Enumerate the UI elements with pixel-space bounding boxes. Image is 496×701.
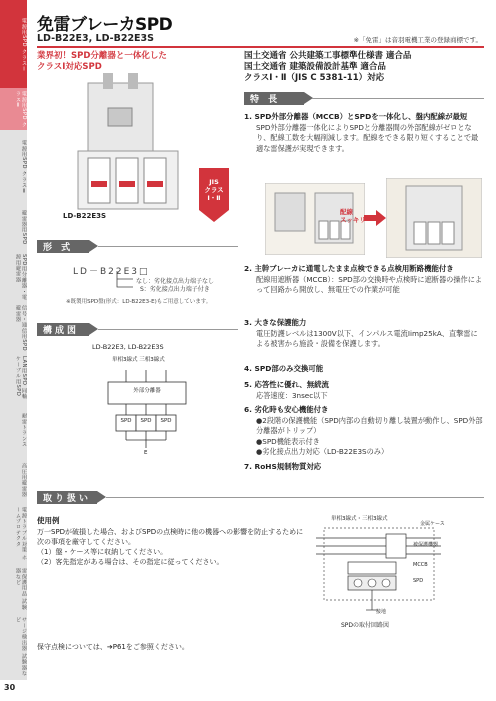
config-spd-2: SPD — [140, 418, 152, 424]
lead-left-line: 業界初！SPD分離器と一体化した — [37, 51, 167, 61]
jis-text-line: クラス — [204, 186, 224, 194]
sidebar-tab-label: 雷保護用品 試験器など — [15, 568, 27, 611]
trademark-note: ※「免雷」は音羽電機工業の登録商標です。 — [353, 36, 482, 44]
section-rule — [98, 246, 238, 247]
model-numbers: LD-B22E3, LD-B22E3S — [37, 33, 154, 44]
config-title: LD-B22E3, LD-B22E3S — [92, 343, 164, 351]
page-number: 30 — [4, 683, 16, 692]
lead-right-line: 国土交通省 建築設備設計基準 適合品 — [244, 62, 386, 72]
feature-tag-line: 配線 — [340, 208, 353, 216]
feature-2 — [244, 264, 484, 296]
sidebar — [0, 0, 27, 680]
sidebar-tab-label: SPD用分離器・電源用避雷器 — [15, 254, 27, 301]
sidebar-tab-label: サージ検出器 試験器など — [15, 617, 27, 677]
feature-title: 7. RoHS規制物質対応 — [244, 462, 322, 471]
wiring-label-equipment: 被保護機器 — [413, 542, 439, 548]
sidebar-tab-label: LAN用SPD 同軸ケーブル用SPD — [15, 356, 27, 400]
wiring-label-case: 金属ケース — [420, 521, 445, 527]
feature-1 — [244, 112, 484, 154]
sidebar-tab-label: 電源用SPD クラスⅠ — [21, 18, 27, 73]
sidebar-tab-transformer[interactable] — [0, 404, 27, 454]
section-title: 形 式 — [43, 243, 74, 253]
sidebar-tab-label: 電源用SPD クラスⅡ — [15, 91, 27, 128]
wiring-label-mccb: MCCB — [413, 562, 428, 568]
feature-title: 1. SPD外部分離器（MCCB）とSPDを一体化し、盤内配線が最短 — [244, 112, 468, 121]
feature-body: 電圧防護レベルは1300V以下、インパルス電流Iimp25kA、直撃雷による被害から施設・設備を保護します。 — [256, 328, 478, 348]
feature-6 — [244, 405, 484, 458]
sidebar-tab-class1[interactable] — [0, 0, 27, 88]
feature-title: 6. 劣化時も安心機能付き — [244, 405, 329, 414]
sidebar-tab-arrester[interactable] — [0, 202, 27, 250]
config-diagram — [86, 360, 206, 460]
model-option-s: S：劣化接点出力端子付き — [140, 286, 210, 293]
section-handling — [37, 491, 97, 504]
feature-title: 4. SPD部のみ交換可能 — [244, 364, 324, 373]
sidebar-tab-lan[interactable] — [0, 353, 27, 403]
feature-title: 5. 応答性に優れ、無続流 — [244, 380, 329, 389]
usage-heading: 使用例 — [37, 516, 60, 525]
model-bracket — [115, 271, 135, 291]
config-ground: E — [144, 450, 148, 456]
wiring-diagram — [316, 518, 441, 618]
lead-left — [37, 51, 227, 73]
sidebar-tab-label: 避雷器用SPD — [21, 210, 27, 245]
feature-body: SPD外部分離器一体化によりSPDと分離器間の外部配線がゼロとなり、配線工数を大幅削減します。配線をできる限り短くすることで最適な雷保護が実現できます。 — [256, 122, 479, 153]
feature-7 — [244, 462, 484, 473]
section-title: 構成図 — [43, 326, 80, 336]
page-title: 免雷ブレーカSPD — [37, 15, 173, 35]
feature-body: 配線用遮断器（MCCB）：SPD部の交換時や点検時に遮断器の操作によって回路から開放し、無電圧での作業が可能 — [256, 274, 483, 294]
section-rule — [106, 497, 484, 498]
sidebar-tab-protection[interactable] — [0, 565, 27, 613]
header-rule — [37, 46, 484, 48]
lead-right — [244, 51, 489, 84]
product-image — [58, 73, 208, 215]
model-note: ※既製用SPD盤(形式：LD-B22E3-E)もご用意しています。 — [66, 299, 212, 305]
feature-body: ●2段階の保護機能（SPD内部の自動切り離し装置が動作し、SPD外部分離器がトリップ） ●SPD機能表示付き ●劣化接点出力対応（LD-B22E3Sのみ） — [256, 415, 483, 456]
wiring-title: 単相3線式・三相3線式 — [331, 516, 388, 522]
feature-title: 3. 大きな保護能力 — [244, 318, 307, 327]
sidebar-tab-class1-sub[interactable] — [0, 88, 27, 130]
sidebar-tab-label: 耐雷トランス — [21, 413, 27, 448]
feature-photo-panel — [386, 178, 482, 258]
sidebar-tab-signal[interactable] — [0, 302, 27, 352]
section-config — [37, 323, 89, 336]
model-option-none: なし：劣化接点出力端子なし — [136, 278, 215, 285]
sidebar-tab-class2[interactable] — [0, 131, 27, 201]
feature-5 — [244, 380, 484, 401]
section-title: 特 長 — [250, 95, 281, 105]
config-subtitle: 単相3線式 三相3線式 — [112, 357, 165, 363]
sidebar-tab-label: 高圧用避雷器 — [21, 463, 27, 498]
section-features — [244, 92, 304, 105]
feature-title: 2. 主幹ブレーカに通電したまま点検できる点検用断路機能付き — [244, 264, 454, 273]
lead-left-line: クラスⅠ対応SPD — [37, 62, 102, 72]
section-rule — [312, 98, 484, 99]
section-title: 取り扱い — [43, 494, 92, 504]
lead-right-line: クラスⅠ・Ⅱ（JIS C 5381-11）対応 — [244, 73, 385, 83]
feature-tag-line: スッキリ — [340, 216, 366, 224]
model-code: LD－B22E3□ — [73, 267, 150, 277]
sidebar-tab-label: 電源トラブル対策 ホームプロテクタ — [15, 507, 27, 561]
arrow-icon — [364, 210, 386, 226]
sidebar-tab-separator[interactable] — [0, 251, 27, 301]
wiring-label-spd: SPD — [413, 578, 424, 584]
jis-text-line: JIS — [209, 178, 219, 186]
feature-3 — [244, 318, 484, 350]
sidebar-tab-hv-arrester[interactable] — [0, 455, 27, 503]
section-model — [37, 240, 89, 253]
config-spd-3: SPD — [160, 418, 172, 424]
section-rule — [98, 329, 238, 330]
sidebar-tab-label: 電源用SPD クラスⅡ — [21, 140, 27, 195]
config-spd-1: SPD — [120, 418, 132, 424]
feature-body: 応答速度：3nsec以下 — [256, 390, 328, 400]
usage-text: 万一SPDが破損した場合、およびSPDの点検時に他の機器への影響を防止するために次の事項を厳守してください。 （1）盤・ケース等に収納してください。 （2）客先指定がある場合は、その指定に従ってください。 — [37, 528, 304, 566]
config-box-label: 外部分離器 — [133, 388, 161, 394]
product-label: LD-B22E3S — [63, 212, 107, 220]
feature-tag — [340, 208, 366, 224]
jis-badge-text — [199, 178, 229, 202]
feature-4 — [244, 364, 484, 375]
jis-text-line: Ⅰ・Ⅱ — [207, 194, 221, 202]
lead-right-line: 国土交通省 公共建築工事標準仕様書 適合品 — [244, 51, 412, 61]
sidebar-tab-surge-detector[interactable] — [0, 614, 27, 680]
wiring-caption: SPDの取付回路図 — [341, 622, 390, 629]
maintenance-note: 保守点検については、➔P61をご参照ください。 — [37, 643, 189, 651]
wiring-label-ground: 接地 — [376, 609, 387, 615]
sidebar-tab-label: 信号・通信用SPD 避雷器 — [15, 305, 27, 352]
sidebar-tab-power-trouble[interactable] — [0, 504, 27, 564]
